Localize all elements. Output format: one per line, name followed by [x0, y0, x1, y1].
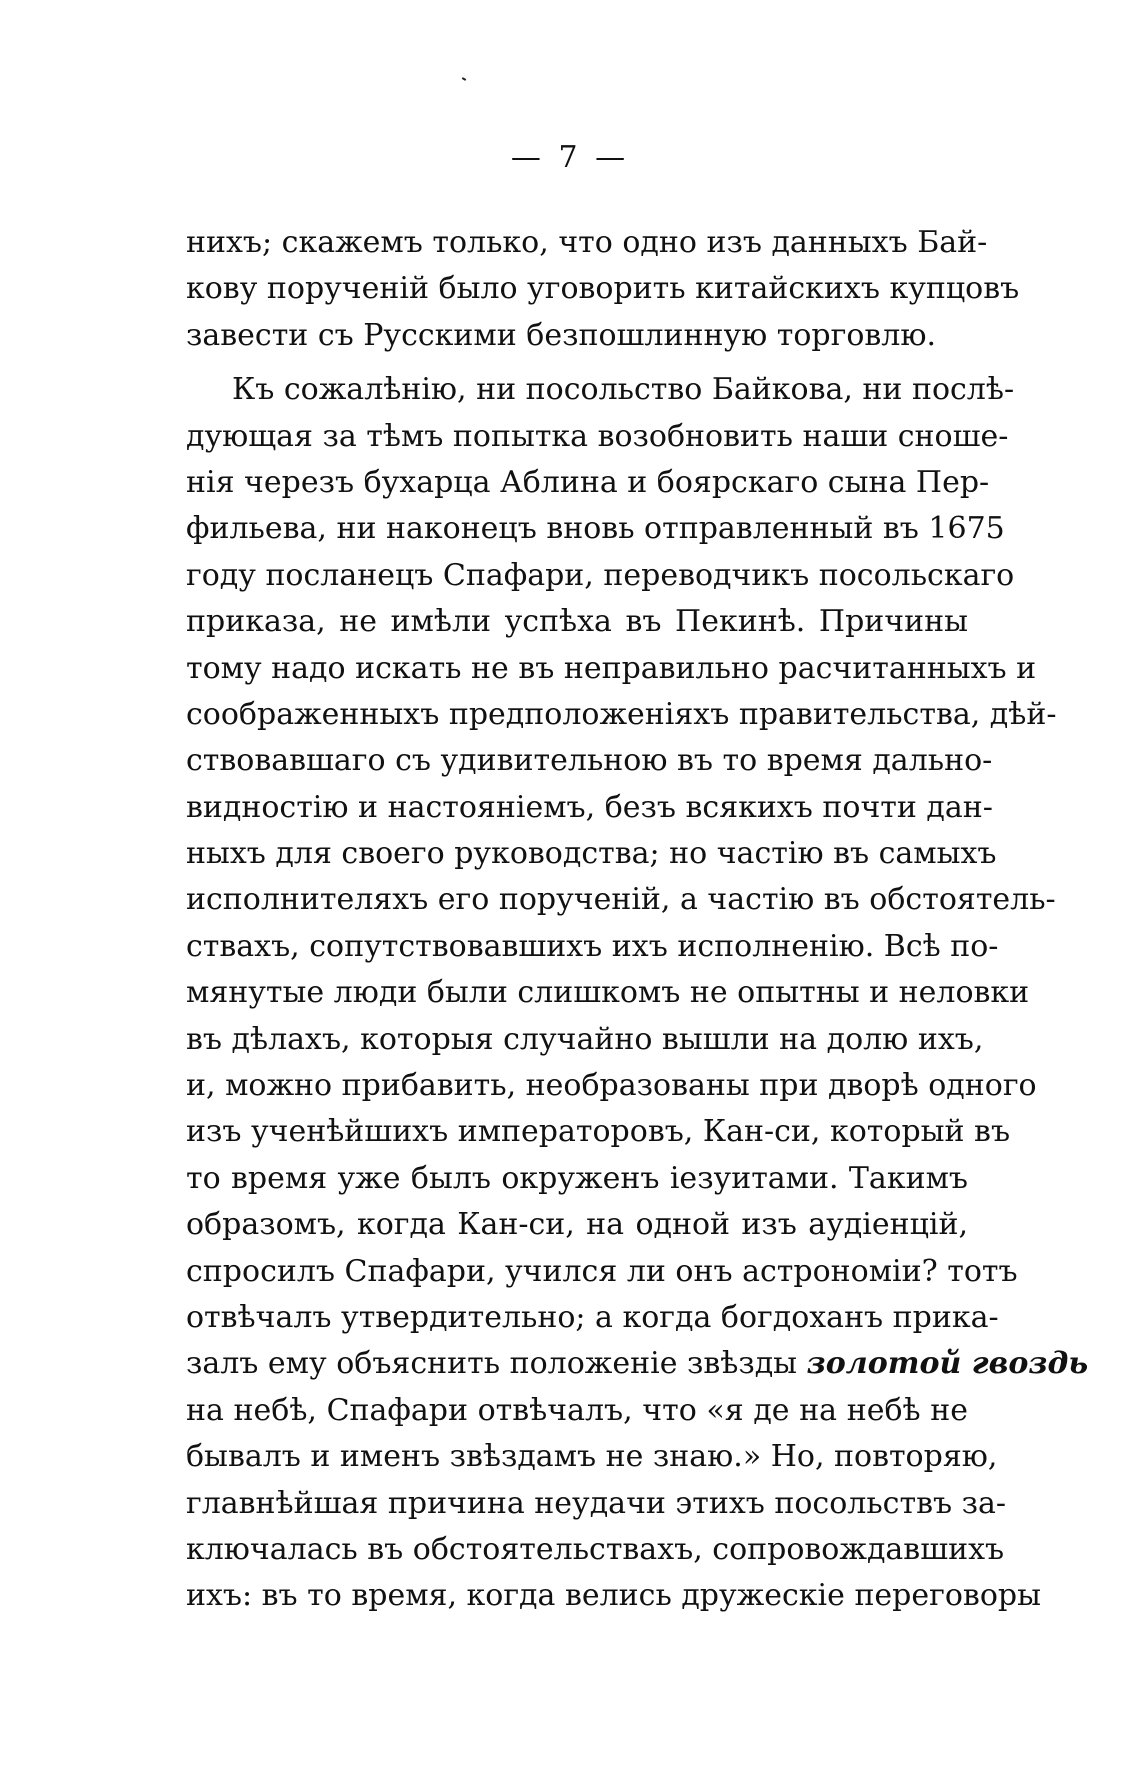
text-line: исполнителяхъ его порученій, а частію въ обстоятель-: [186, 882, 1056, 918]
text-line: бывалъ и именъ звѣздамъ не знаю.» Но, повторяю,: [186, 1439, 998, 1475]
text-segment: залъ ему объяснить положеніе звѣзды: [186, 1346, 807, 1382]
text-line: завести съ Русскими безпошлинную торговлю.: [186, 317, 937, 353]
text-line-with-italic: [186, 1341, 1089, 1387]
text-line: дующая за тѣмъ попытка возобновить наши сноше-: [186, 418, 1009, 454]
text-line: ныхъ для своего руководства; но частію въ самыхъ: [186, 836, 997, 872]
text-line: ключалась въ обстоятельствахъ, сопровождавшихъ: [186, 1531, 1005, 1567]
text-line: Къ сожалѣнію, ни посольство Байкова, ни послѣ-: [232, 372, 1015, 408]
text-line: видностію и настояніемъ, безъ всякихъ почти дан-: [186, 789, 993, 825]
text-line: тому надо искать не въ неправильно расчитанныхъ и: [186, 650, 1037, 686]
italic-phrase: золотой гвоздь: [806, 1346, 1089, 1382]
text-line: приказа, не имѣли успѣха въ Пекинѣ. Причины: [186, 604, 968, 640]
text-line: фильева, ни наконецъ вновь отправленный въ 1675: [186, 511, 1005, 547]
page-number: — 7 —: [510, 140, 630, 175]
text-line: нія черезъ бухарца Аблина и боярскаго сына Пер-: [186, 464, 990, 500]
text-line: мянутые люди были слишкомъ не опытны и неловки: [186, 975, 1030, 1011]
text-line: отвѣчалъ утвердительно; а когда богдоханъ прика-: [186, 1299, 999, 1335]
text-line: главнѣйшая причина неудачи этихъ посольствъ за-: [186, 1485, 1006, 1521]
text-line: ихъ: въ то время, когда велись дружескіе переговоры: [186, 1578, 1041, 1614]
text-line: спросилъ Спафари, учился ли онъ астрономіи? тотъ: [186, 1253, 1018, 1289]
text-line: ствахъ, сопутствовавшихъ ихъ исполненію. Всѣ по-: [186, 928, 999, 964]
text-line: ствовавшаго съ удивительною въ то время дально-: [186, 743, 993, 779]
ink-speck: [462, 77, 466, 81]
text-line: образомъ, когда Кан-си, на одной изъ аудіенцій,: [186, 1207, 968, 1243]
text-line: соображенныхъ предположеніяхъ правительства, дѣй-: [186, 696, 1057, 732]
text-line: году посланецъ Спафари, переводчикъ посольскаго: [186, 557, 1015, 593]
text-line: то время уже былъ окруженъ іезуитами. Такимъ: [186, 1160, 968, 1196]
text-line: въ дѣлахъ, которыя случайно вышли на долю ихъ,: [186, 1021, 984, 1057]
text-line: нихъ; скажемъ только, что одно изъ данныхъ Бай-: [186, 225, 988, 260]
text-line: изъ ученѣйшихъ императоровъ, Кан-си, который въ: [186, 1114, 1011, 1150]
text-line: кову порученій было уговорить китайскихъ купцовъ: [186, 271, 1020, 307]
text-line: на небѣ, Спафари отвѣчалъ, что «я де на небѣ не: [186, 1392, 968, 1428]
text-line: и, можно прибавить, необразованы при дворѣ одного: [186, 1068, 1037, 1104]
body-text: [186, 220, 1089, 1620]
